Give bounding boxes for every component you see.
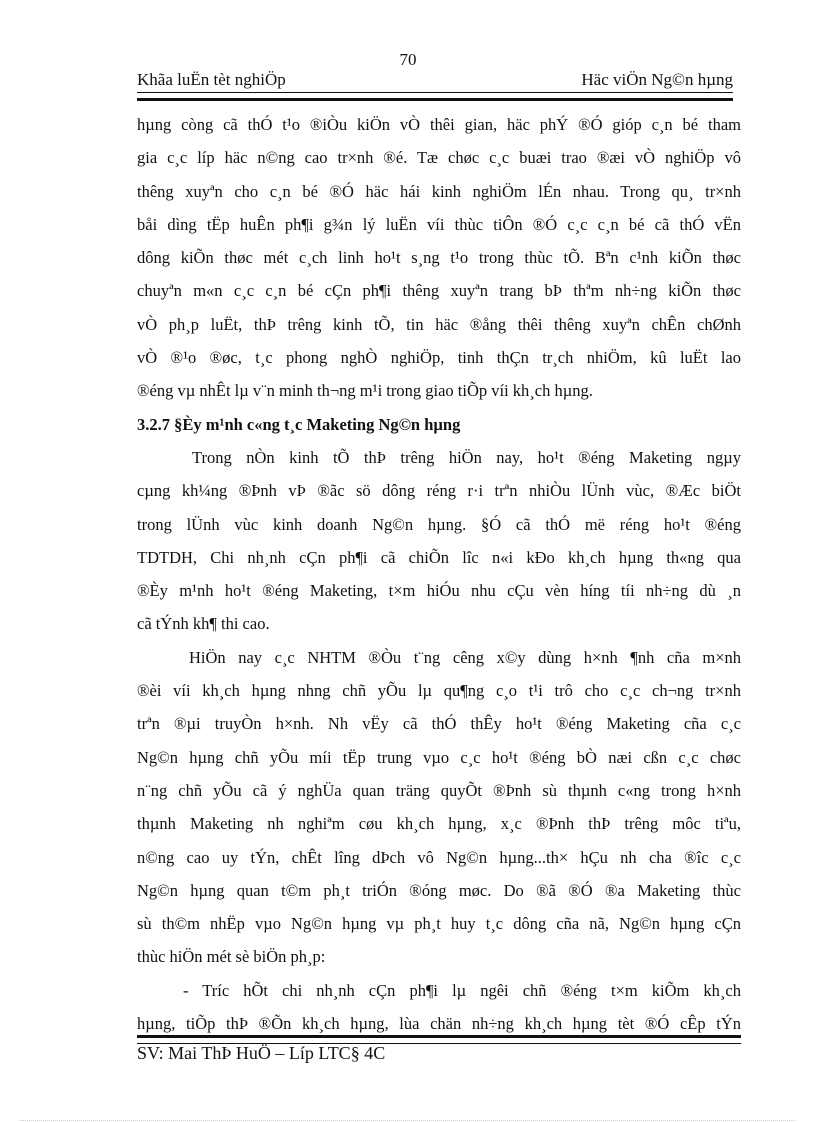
text-line: ®Èy m¹nh ho¹t ®éng Maketing, t×m hiÓu nhu cÇu vèn híng tíi nh÷ng dù ¸n	[137, 581, 741, 601]
text-line: trªn ®µi truyÒn h×nh. Nh vËy cã thÓ thÊy ho¹t ®éng Maketing cña c¸c	[137, 714, 741, 734]
text-line: vÒ ph¸p luËt, thÞ trêng kinh tÕ, tin häc ®ång thêi thêng xuyªn chÊn chØnh	[137, 314, 741, 334]
page-footer: SV: Mai ThÞ HuÖ – Líp LTC§ 4C	[137, 1043, 386, 1063]
text-line: hµng còng cã thÓ t¹o ®iÒu kiÖn vÒ thêi gian, häc phÝ ®Ó gióp c¸n bé tham	[137, 115, 741, 134]
text-line: n©ng cao uy tÝn, chÊt lîng dÞch vô Ng©n hµng...th× hÇu nh cha ®îc c¸c	[137, 847, 741, 867]
section-heading: 3.2.7 §Èy m¹nh c«ng t¸c Maketing Ng©n hµng	[137, 414, 461, 434]
text-line: n¨ng chñ yÕu cã ý nghÜa quan träng quyÕt ®Þnh sù thµnh c«ng trong h×nh	[137, 780, 741, 800]
text-line: TDTDH, Chi nh¸nh cÇn ph¶i cã chiÕn lîc n«i kÐo kh¸ch hµng th«ng qua	[137, 547, 741, 567]
paragraph-measures	[137, 974, 741, 1041]
text-line: vÒ ®¹o ®øc, t¸c phong nghÒ nghiÖp, tinh thÇn tr¸ch nhiÖm, kû luËt lao	[137, 348, 741, 368]
text-line: sù th©m nhËp vµo Ng©n hµng vµ ph¸t huy t¸c dông cña nã, Ng©n hµng cÇn	[137, 914, 741, 934]
text-line: trong lÜnh vùc kinh doanh Ng©n hµng. §Ó cã thÓ më réng ho¹t ®éng	[137, 514, 741, 534]
text-line: cã tÝnh kh¶ thi cao.	[137, 614, 270, 634]
paragraph-nhtm-marketing	[137, 641, 741, 974]
text-line: HiÖn nay c¸c NHTM ®Òu t¨ng cêng x©y dùng h×nh ¶nh cña m×nh	[189, 647, 741, 667]
text-line: cµng kh¼ng ®Þnh vÞ ®ãc sö dông réng r·i trªn nhiÒu lÜnh vùc, ®Æc biÖt	[137, 481, 741, 501]
text-line: ®èi víi kh¸ch hµng nhng chñ yÕu lµ qu¶ng c¸o t¹i trô cho c¸c ch¬ng tr×nh	[137, 681, 741, 701]
text-line: - Tríc hÕt chi nh¸nh cÇn ph¶i lµ ngêi chñ ®éng t×m kiÕm kh¸ch	[183, 980, 741, 1000]
header-rule	[137, 92, 733, 101]
header-thesis-title: Khãa luËn tèt nghiÖp	[137, 70, 286, 89]
paragraph-marketing-intro	[137, 441, 741, 641]
text-line: hµng, tiÕp thÞ ®Õn kh¸ch hµng, lùa chän nh÷ng kh¸ch hµng tèt ®Ó cÊp tÝn	[137, 1014, 741, 1034]
body-text	[137, 108, 741, 1040]
text-line: båi dìng tËp huÊn ph¶i g¾n lý luËn víi thùc tiÔn ®Ó c¸c c¸n bé cã thÓ vËn	[137, 214, 741, 234]
text-line: gia c¸c líp häc n©ng cao tr×nh ®é. Tæ chøc c¸c buæi trao ®æi vÒ nghiÖp vô	[137, 148, 741, 168]
text-line: thùc hiÖn mét sè biÖn ph¸p:	[137, 947, 326, 967]
page-edge-divider	[20, 1120, 796, 1121]
text-line: thµnh Maketing nh nghiªm cøu kh¸ch hµng, x¸c ®Þnh thÞ trêng môc tiªu,	[137, 814, 741, 834]
paragraph-training	[137, 108, 741, 408]
text-line: dông kiÕn thøc mét c¸ch linh ho¹t s¸ng t¹o trong thùc tÕ. Bªn c¹nh kiÕn thøc	[137, 248, 741, 268]
text-line: Ng©n hµng chñ yÕu míi tËp trung vµo c¸c ho¹t ®éng bÒ næi cßn c¸c chøc	[137, 747, 741, 767]
text-line: Ng©n hµng quan t©m ph¸t triÓn ®óng møc. Do ®ã ®Ó ®a Maketing thùc	[137, 880, 741, 900]
text-line: Trong nÒn kinh tÕ thÞ trêng hiÖn nay, ho¹t ®éng Maketing ngµy	[192, 447, 741, 467]
text-line: thêng xuyªn cho c¸n bé ®Ó häc hái kinh nghiÖm lÉn nhau. Trong qu¸ tr×nh	[137, 181, 741, 201]
text-line: chuyªn m«n c¸c c¸n bé cÇn ph¶i thêng xuyªn trang bÞ thªm nh÷ng kiÕn thøc	[137, 281, 741, 301]
text-line: ®éng vµ nhÊt lµ v¨n minh th¬ng m¹i trong giao tiÕp víi kh¸ch hµng.	[137, 381, 593, 401]
page-number: 70	[399, 50, 417, 69]
header-institution: Häc viÖn Ng©n hµng	[581, 70, 733, 89]
